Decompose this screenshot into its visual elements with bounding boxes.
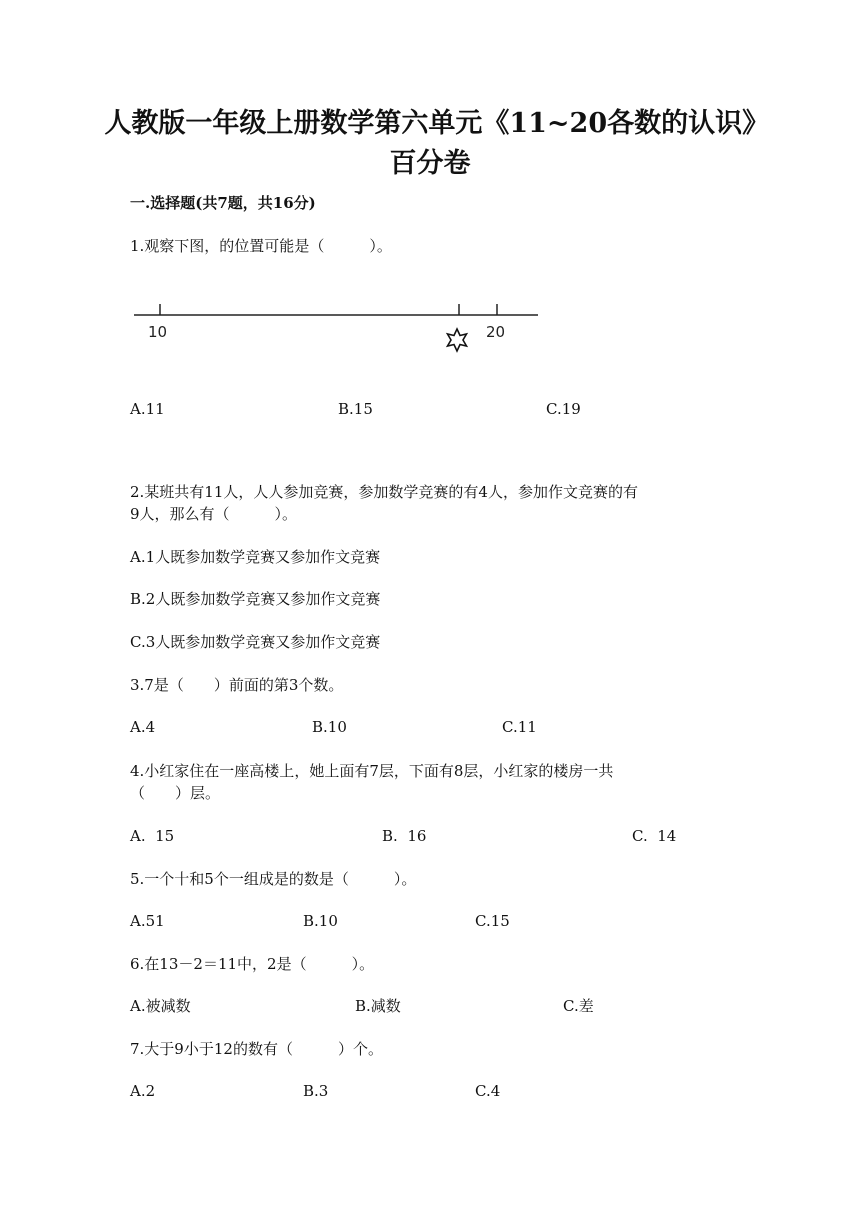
q4-option-c: C. 14 — [632, 827, 677, 845]
question-5-stem: 5.一个十和5个一组成是的数是（ ）。 — [130, 870, 417, 888]
q4-option-b: B. 16 — [382, 827, 427, 845]
q3-option-a: A.4 — [130, 718, 156, 736]
q1-option-c: C.19 — [546, 400, 581, 418]
question-2-stem-line1: 2.某班共有11人，人人参加竞赛，参加数学竞赛的有4人，参加作文竞赛的有 — [130, 483, 638, 501]
tick-label-left: 10 — [148, 323, 168, 341]
question-4-stem-line1: 4.小红家住在一座高楼上，她上面有7层，下面有8层，小红家的楼房一共 — [130, 762, 614, 780]
q2-option-c: C.3人既参加数学竞赛又参加作文竞赛 — [130, 633, 381, 651]
tick-label-right: 20 — [486, 323, 506, 341]
q5-option-c: C.15 — [475, 912, 510, 930]
question-6-stem: 6.在13－2＝11中，2是（ ）。 — [130, 955, 375, 973]
q5-option-b: B.10 — [303, 912, 338, 930]
q6-option-b: B.减数 — [355, 997, 401, 1015]
q6-option-a: A.被减数 — [130, 997, 191, 1015]
question-3-stem: 3.7是（ ）前面的第3个数。 — [130, 676, 344, 694]
q2-option-b: B.2人既参加数学竞赛又参加作文竞赛 — [130, 590, 381, 608]
q7-option-c: C.4 — [475, 1082, 501, 1100]
question-1-stem: 1.观察下图，的位置可能是（ ）。 — [130, 237, 392, 255]
q5-option-a: A.51 — [130, 912, 165, 930]
q4-option-a: A. 15 — [130, 827, 175, 845]
q6-option-c: C.差 — [563, 997, 594, 1015]
q3-option-b: B.10 — [312, 718, 347, 736]
q3-option-c: C.11 — [502, 718, 537, 736]
question-7-stem: 7.大于9小于12的数有（ ）个。 — [130, 1040, 383, 1058]
star-icon — [448, 329, 467, 351]
q1-option-b: B.15 — [338, 400, 373, 418]
question-4-stem-line2: （ ）层。 — [130, 784, 221, 802]
q7-option-a: A.2 — [130, 1082, 156, 1100]
number-line-figure — [130, 290, 550, 360]
section-heading: 一.选择题(共7题，共16分) — [130, 194, 316, 212]
q2-option-a: A.1人既参加数学竞赛又参加作文竞赛 — [130, 548, 381, 566]
question-2-stem-line2: 9人，那么有（ ）。 — [130, 505, 298, 523]
page-title: 人教版一年级上册数学第六单元《11~20各数的认识》百分卷 — [104, 108, 756, 179]
q7-option-b: B.3 — [303, 1082, 329, 1100]
q1-option-a: A.11 — [130, 400, 165, 418]
